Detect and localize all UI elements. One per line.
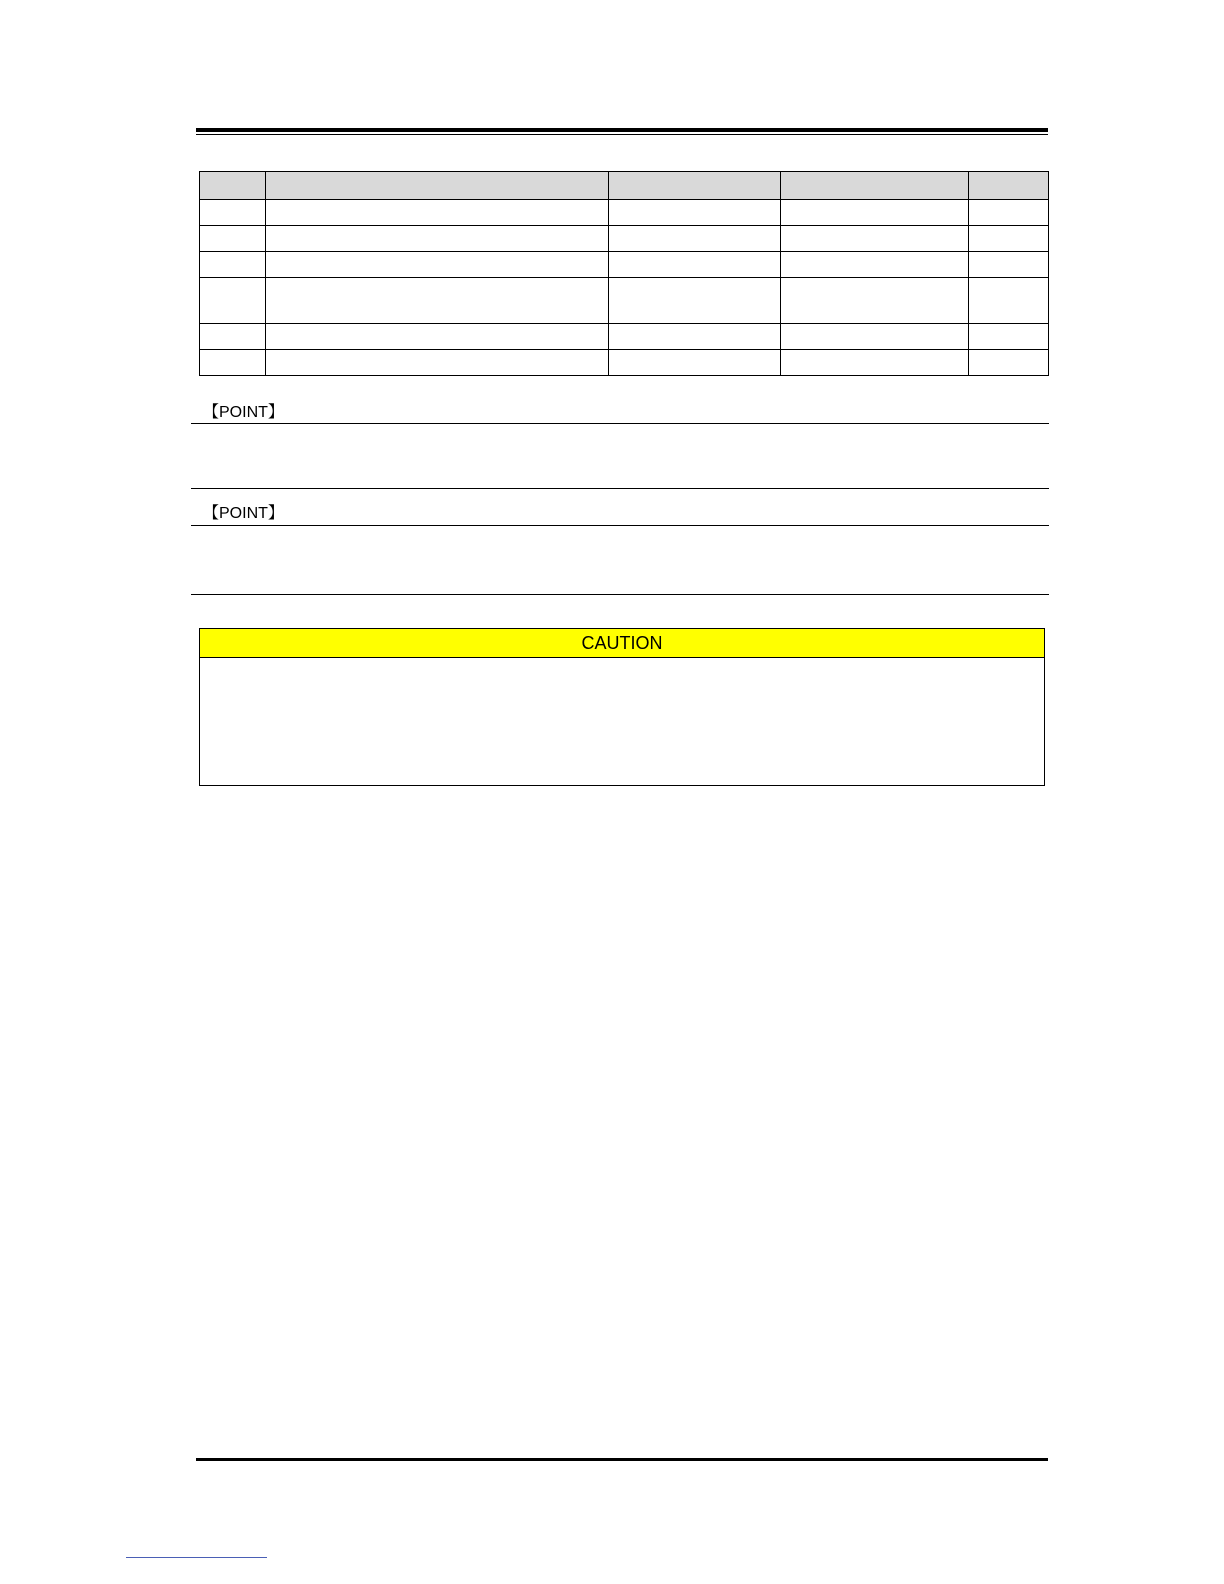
table-header-cell [609,172,781,200]
table-cell [781,278,969,324]
point-rule-top [191,525,1049,526]
table-cell [969,252,1049,278]
point-label: 【POINT】 [203,505,284,522]
table-cell [266,252,609,278]
table-cell [266,324,609,350]
header-rule-thick [196,128,1048,132]
table-row [200,252,1049,278]
caution-text [200,658,1044,674]
table-cell [781,200,969,226]
header-rule [196,128,1048,136]
table-header-cell [200,172,266,200]
table-cell [781,324,969,350]
table-cell [266,200,609,226]
table-cell [200,200,266,226]
caution-title: CAUTION [200,629,1044,658]
table-cell [609,324,781,350]
table-cell [609,200,781,226]
table-header-cell [969,172,1049,200]
table-cell [969,226,1049,252]
table-cell [781,226,969,252]
point-rule-bottom [191,594,1049,595]
point-box-1 [191,403,1049,489]
footer-rule [196,1458,1048,1461]
table-cell [200,324,266,350]
table-cell [266,226,609,252]
table-row [200,278,1049,324]
table-cell [200,350,266,376]
table-cell [609,278,781,324]
table-cell [609,350,781,376]
table-cell [609,226,781,252]
footnote-rule [126,1557,267,1558]
point-box-2 [191,504,1049,595]
table-header-cell [781,172,969,200]
table-cell [969,350,1049,376]
table-row [200,200,1049,226]
table-cell [969,200,1049,226]
table-cell [266,350,609,376]
point-rule-bottom [191,488,1049,489]
table-cell [781,252,969,278]
point-label: 【POINT】 [203,404,284,421]
table-cell [200,226,266,252]
table-header-row [200,172,1049,200]
table-row [200,226,1049,252]
table-cell [609,252,781,278]
table-row [200,324,1049,350]
table-cell [200,252,266,278]
table-row [200,350,1049,376]
table-cell [969,324,1049,350]
point-rule-top [191,423,1049,424]
table-header-cell [266,172,609,200]
table-cell [781,350,969,376]
caution-box [199,628,1045,786]
table-cell [266,278,609,324]
table-cell [200,278,266,324]
table-cell [969,278,1049,324]
spec-table [199,171,1049,376]
header-rule-thin [196,134,1048,135]
